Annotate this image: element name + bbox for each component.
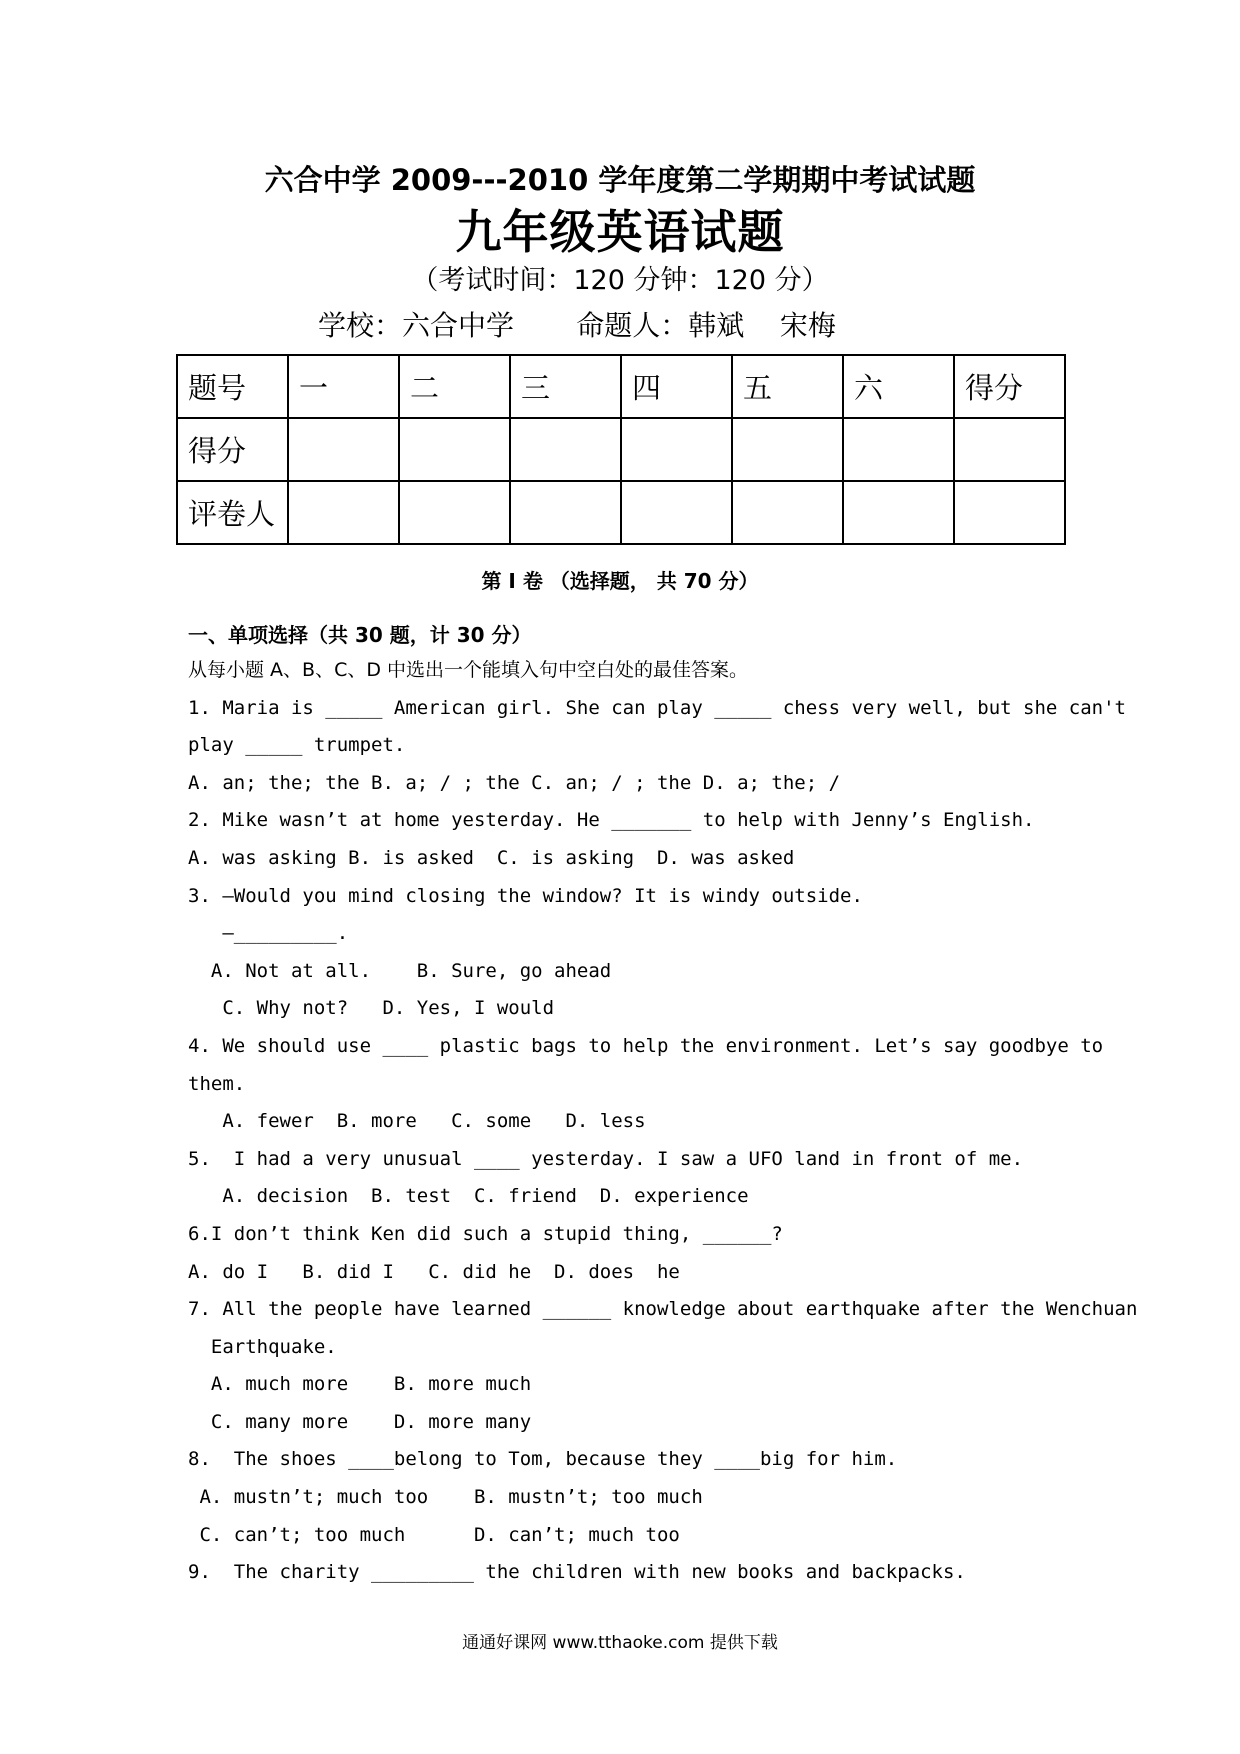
question-line: 5. I had a very unusual ____ yesterday. I saw a UFO land in front of me. [188, 1147, 1024, 1170]
exam-info: （考试时间：120 分钟：120 分） [411, 265, 829, 296]
table-cell: 得分 [177, 418, 288, 481]
question-line: 7. All the people have learned ______ knowledge about earthquake after the Wenchuan [188, 1298, 1138, 1321]
exam-title: 六合中学 2009---2010 学年度第二学期期中考试试题 [264, 163, 976, 197]
section-heading: 一、单项选择（共 30 题，计 30 分） [188, 623, 532, 647]
option-line: A. decision B. test C. friend D. experience [188, 1185, 749, 1208]
table-cell: 四 [621, 355, 732, 418]
question-line: 3. —Would you mind closing the window? It is windy outside. [188, 884, 863, 907]
question-line: 2. Mike wasn’t at home yesterday. He _______ to help with Jenny’s English. [188, 809, 1035, 832]
table-cell: 评卷人 [177, 481, 288, 544]
table-cell [843, 481, 954, 544]
question-line: play _____ trumpet. [188, 734, 406, 757]
table-cell: 得分 [954, 355, 1065, 418]
table-cell: 题号 [177, 355, 288, 418]
table-cell [510, 418, 621, 481]
option-line: A. mustn’t; much too B. mustn’t; too much [188, 1486, 703, 1509]
table-cell [954, 481, 1065, 544]
subject-title: 九年级英语试题 [455, 205, 785, 259]
table-cell [288, 418, 399, 481]
table-cell [399, 418, 510, 481]
question-list [188, 652, 1138, 1592]
option-line: A. was asking B. is asked C. is asking D. was asked [188, 846, 795, 869]
table-cell [399, 481, 510, 544]
school-authors: 学校：六合中学 命题人：韩斌 宋梅 [318, 309, 836, 342]
option-line: A. fewer B. more C. some D. less [188, 1110, 646, 1133]
table-cell [954, 418, 1065, 481]
table-cell [621, 481, 732, 544]
question-line: 8. The shoes ____belong to Tom, because they ____big for him. [188, 1448, 898, 1471]
table-cell [510, 481, 621, 544]
table-cell: 一 [288, 355, 399, 418]
footer-credit: 通通好课网 www.tthaoke.com 提供下载 [462, 1633, 778, 1653]
table-cell [843, 418, 954, 481]
question-line: 4. We should use ____ plastic bags to help the environment. Let’s say goodbye to [188, 1034, 1104, 1057]
table-cell: 二 [399, 355, 510, 418]
table-cell: 三 [510, 355, 621, 418]
table-cell [732, 481, 843, 544]
question-line: 6.I don’t think Ken did such a stupid thing, ______? [188, 1222, 783, 1245]
question-line: Earthquake. [188, 1335, 337, 1358]
question-line: them. [188, 1072, 246, 1095]
table-cell: 六 [843, 355, 954, 418]
question-line: —_________. [188, 922, 349, 945]
table-cell: 五 [732, 355, 843, 418]
instruction-line: 从每小题 A、B、C、D 中选出一个能填入句中空白处的最佳答案。 [188, 659, 749, 681]
option-line: C. can’t; too much D. can’t; much too [188, 1523, 680, 1546]
question-line: 1. Maria is _____ American girl. She can play _____ chess very well, but she can't [188, 696, 1126, 719]
score-table-row [177, 481, 1065, 544]
option-line: C. many more D. more many [188, 1410, 532, 1433]
option-line: A. do I B. did I C. did he D. does he [188, 1260, 680, 1283]
question-line: 9. The charity _________ the children with new books and backpacks. [188, 1561, 966, 1584]
option-line: C. Why not? D. Yes, I would [188, 997, 555, 1020]
option-line: A. much more B. more much [188, 1373, 532, 1396]
score-table-row [177, 355, 1065, 418]
option-line: A. Not at all. B. Sure, go ahead [188, 959, 612, 982]
score-table [176, 354, 1066, 545]
table-cell [621, 418, 732, 481]
option-line: A. an; the; the B. a; / ; the C. an; / ; the D. a; the; / [188, 771, 841, 794]
score-table-row [177, 418, 1065, 481]
volume-heading: 第 I 卷 （选择题， 共 70 分） [481, 569, 759, 593]
table-cell [288, 481, 399, 544]
table-cell [732, 418, 843, 481]
